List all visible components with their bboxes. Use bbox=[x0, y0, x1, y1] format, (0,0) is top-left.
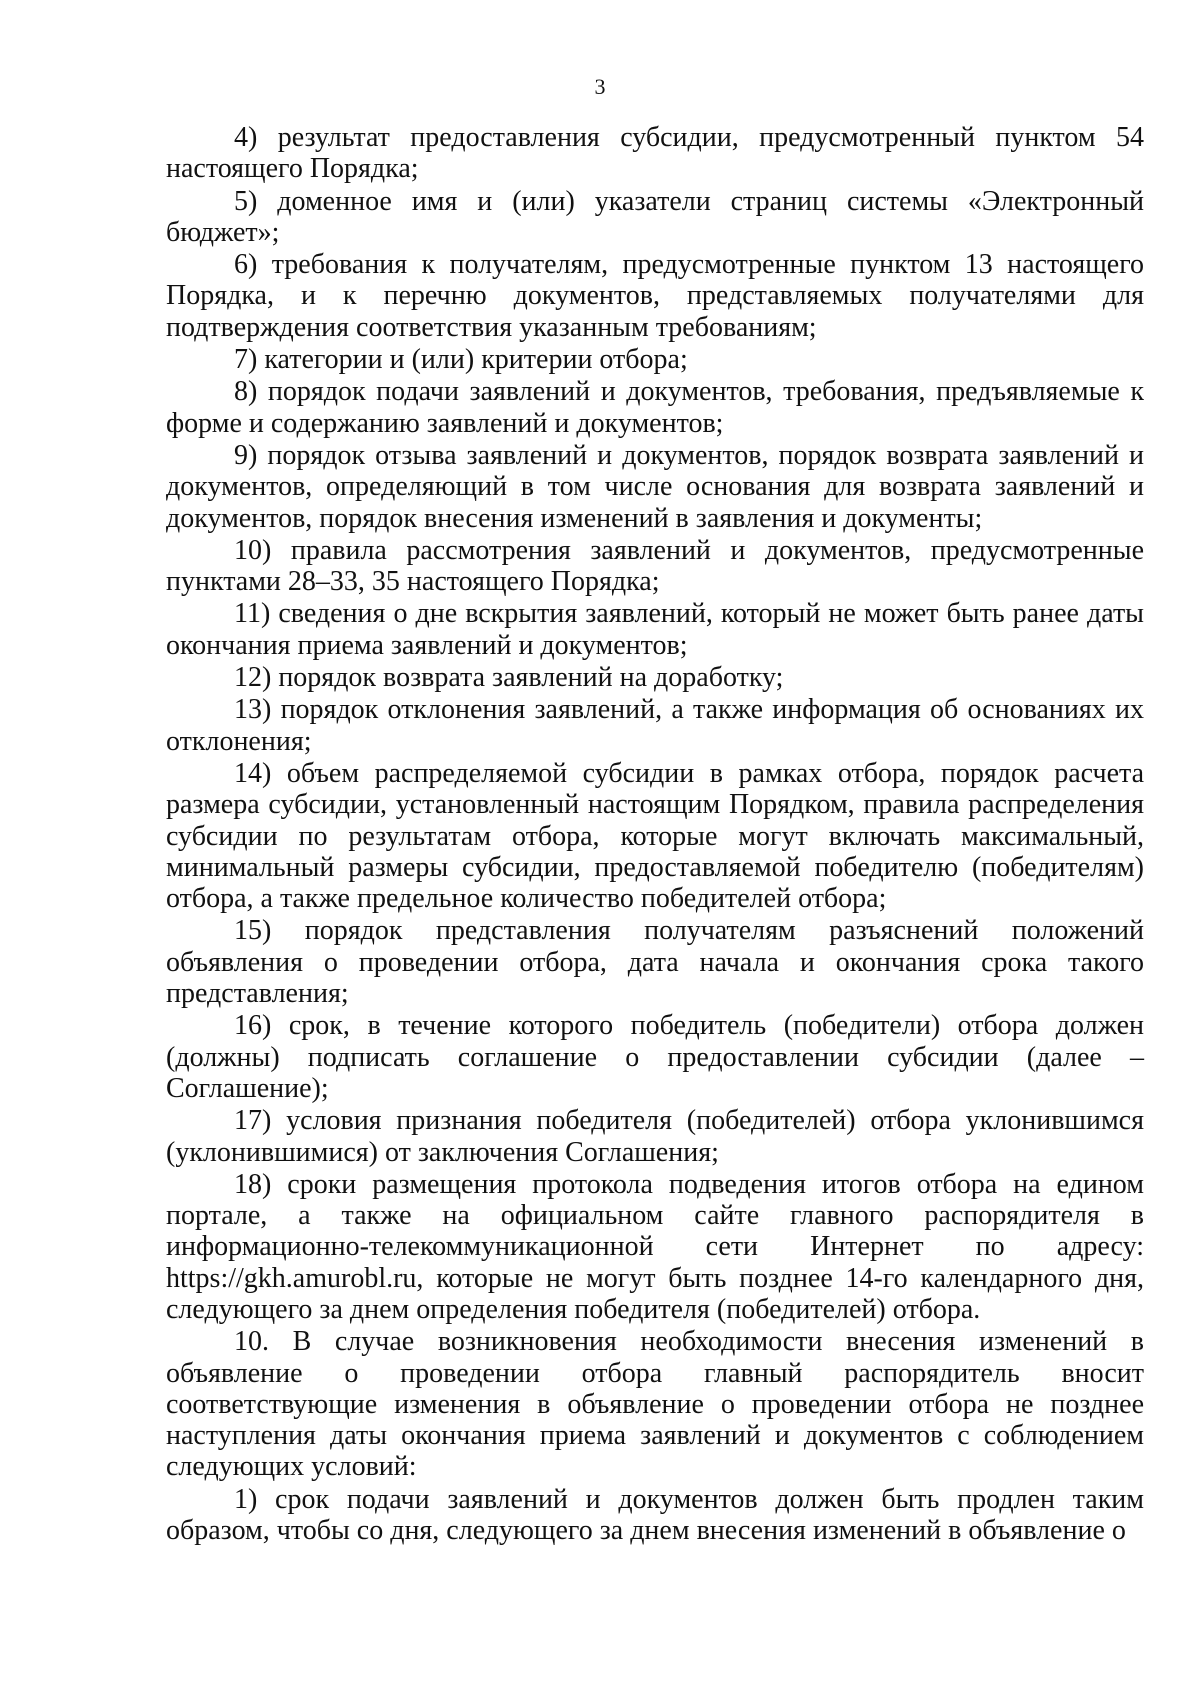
paragraph-item-8: 8) порядок подачи заявлений и документов, требования, предъявляемые к форме и содержанию заявлений и документов; bbox=[166, 376, 1144, 439]
paragraph-item-7: 7) категории и (или) критерии отбора; bbox=[234, 344, 688, 376]
paragraph-item-11: 11) сведения о дне вскрытия заявлений, который не может быть ранее даты окончания приема заявлений и документов; bbox=[166, 598, 1144, 661]
paragraph-item-9: 9) порядок отзыва заявлений и документов, порядок возврата заявлений и документов, определяющий в том числе основания для возврата заявлений и документов, порядок внесения изменений в заявления и документы; bbox=[166, 439, 1144, 534]
paragraph-item-15: 15) порядок представления получателям разъяснений положений объявления о проведении отбора, дата начала и окончания срока такого представления; bbox=[166, 915, 1144, 1010]
paragraph-item-4: 4) результат предоставления субсидии, предусмотренный пунктом 54 настоящего Порядка; bbox=[166, 122, 1144, 185]
paragraph-item-16: 16) срок, в течение которого победитель (победители) отбора должен (должны) подписать соглашение о предоставлении субсидии (далее – Соглашение); bbox=[166, 1010, 1144, 1104]
paragraph-item-5: 5) доменное имя и (или) указатели страниц системы «Электронный бюджет»; bbox=[166, 185, 1144, 248]
paragraph-item-13: 13) порядок отклонения заявлений, а также информация об основаниях их отклонения; bbox=[166, 694, 1144, 757]
paragraph-item-12: 12) порядок возврата заявлений на доработку; bbox=[234, 662, 784, 694]
paragraph-item-17: 17) условия признания победителя (победителей) отбора уклонившимся (уклонившимися) от заключения Соглашения; bbox=[166, 1105, 1144, 1168]
paragraph-item-14: 14) объем распределяемой субсидии в рамках отбора, порядок расчета размера субсидии, установленный настоящим Порядком, правила распределения субсидии по результатам отбора, которые могут включать максимальный, минимальный размеры субсидии, предоставляемой победителю (победителям) отбора, а также предельное количество победителей отбора; bbox=[166, 757, 1144, 915]
paragraph-item-6: 6) требования к получателям, предусмотренные пунктом 13 настоящего Порядка, и к перечню документов, представляемых получателями для подтверждения соответствия указанным требованиям; bbox=[166, 249, 1144, 343]
paragraph-item-18: 18) сроки размещения протокола подведения итогов отбора на едином портале, а также на официальном сайте главного распорядителя в информационно-телекоммуникационной сети Интернет по адресу: https://gkh.amurobl.ru, которые не могут быть позднее 14-го календарного дня, следующего за днем определения победителя (победителей) отбора. bbox=[166, 1168, 1144, 1325]
page-number: 3 bbox=[594, 74, 606, 99]
paragraph-section-10: 10. В случае возникновения необходимости внесения изменений в объявление о проведении отбора главный распорядитель вносит соответствующие изменения в объявление о проведении отбора не позднее наступления даты окончания приема заявлений и документов с соблюдением следующих условий: bbox=[166, 1326, 1144, 1483]
paragraph-item-10: 10) правила рассмотрения заявлений и документов, предусмотренные пунктами 28–33, 35 настоящего Порядка; bbox=[166, 534, 1144, 598]
document-body bbox=[166, 122, 1144, 1547]
paragraph-subitem-1: 1) срок подачи заявлений и документов должен быть продлен таким образом, чтобы со дня, следующего за днем внесения изменений в объявление о bbox=[166, 1483, 1144, 1547]
